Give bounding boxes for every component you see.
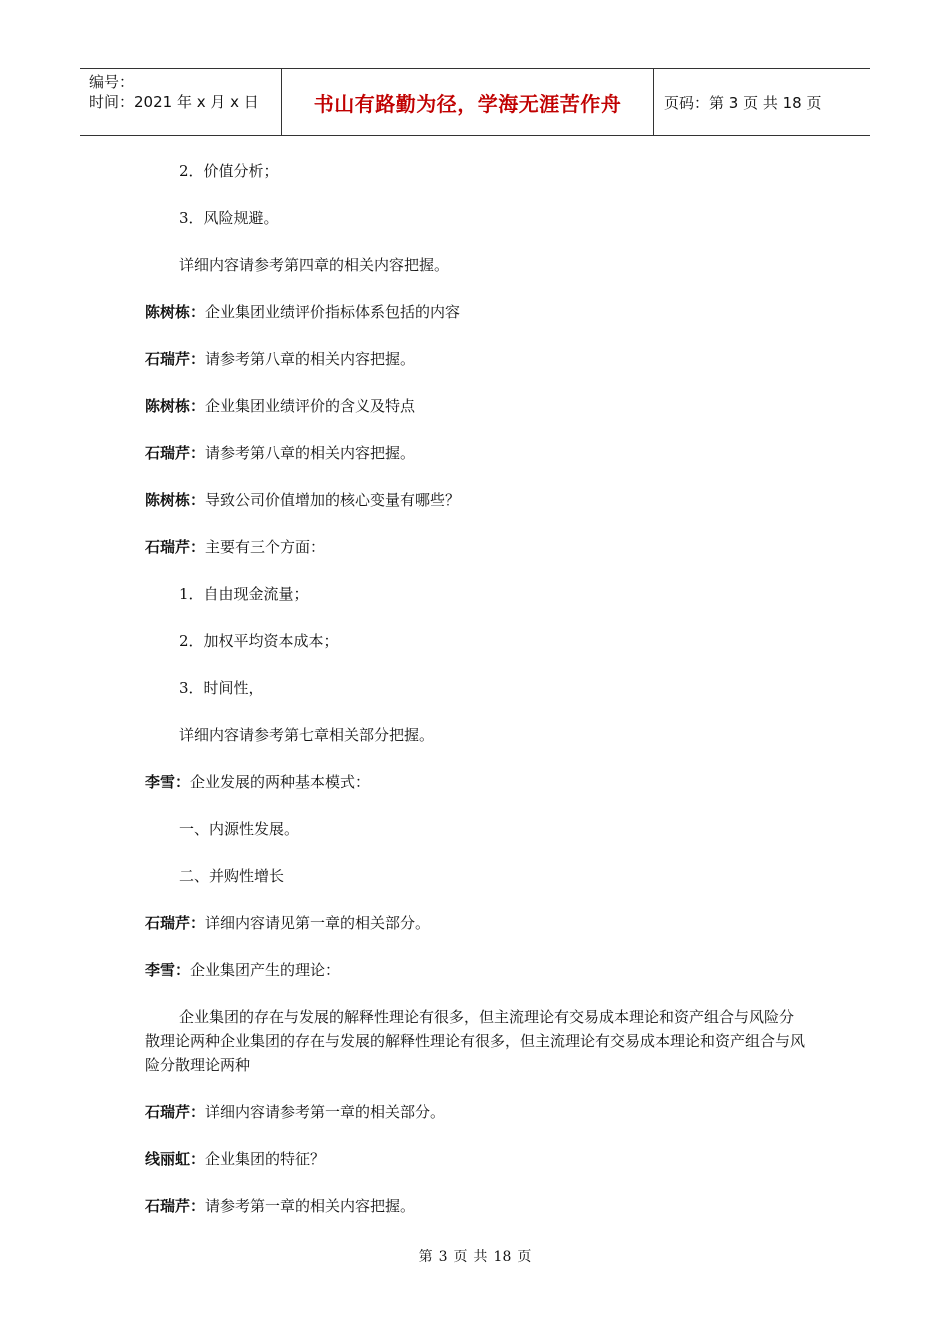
- paragraph: [145, 347, 805, 371]
- paragraph: [145, 488, 805, 512]
- footer-suffix: 页: [517, 1249, 532, 1265]
- header-meta: [80, 69, 281, 135]
- paragraph-text: 主要有三个方面：: [205, 538, 326, 556]
- speaker-name: 石瑞芹：: [145, 350, 206, 368]
- document-body: [145, 159, 805, 1241]
- paragraph: [145, 676, 805, 700]
- paragraph-text: 请参考第八章的相关内容把握。: [205, 350, 416, 368]
- paragraph-text: 请参考第一章的相关内容把握。: [205, 1197, 416, 1215]
- speaker-name: 石瑞芹：: [145, 914, 206, 932]
- paragraph-text: 2．加权平均资本成本；: [179, 632, 339, 650]
- paragraph-text: 一、内源性发展。: [179, 820, 300, 838]
- speaker-name: 石瑞芹：: [145, 1197, 206, 1215]
- speaker-name: 李雪：: [145, 773, 191, 791]
- page-header: [80, 68, 870, 136]
- header-number: 编号：: [89, 73, 135, 91]
- paragraph: [145, 300, 805, 324]
- paragraph-text: 请参考第八章的相关内容把握。: [205, 444, 416, 462]
- paragraph: [145, 864, 805, 888]
- paragraph-text: 详细内容请见第一章的相关部分。: [205, 914, 431, 932]
- speaker-name: 陈树栋：: [145, 491, 206, 509]
- paragraph: [145, 1005, 805, 1077]
- page-footer: [0, 1246, 950, 1266]
- paragraph-text: 详细内容请参考第七章相关部分把握。: [179, 726, 435, 744]
- footer-total-pages: 18: [493, 1249, 512, 1265]
- paragraph: [145, 1194, 805, 1218]
- paragraph: [145, 582, 805, 606]
- paragraph: [145, 441, 805, 465]
- paragraph: [145, 958, 805, 982]
- footer-total-word: 共: [473, 1249, 488, 1265]
- header-page-info: 页码：第 3 页 共 18 页: [664, 93, 822, 112]
- paragraph-text: 企业集团业绩评价指标体系包括的内容: [205, 303, 461, 321]
- paragraph: [145, 206, 805, 230]
- speaker-name: 石瑞芹：: [145, 538, 206, 556]
- speaker-name: 陈树栋：: [145, 303, 206, 321]
- paragraph-text: 3．时间性，: [179, 679, 264, 697]
- paragraph-text: 企业集团产生的理论：: [190, 961, 341, 979]
- paragraph-text: 企业集团的存在与发展的解释性理论有很多，但主流理论有交易成本理论和资产组合与风险分散理论两种企业集团的存在与发展的解释性理论有很多，但主流理论有交易成本理论和资产组合与风险分散理论两种: [145, 1008, 806, 1074]
- paragraph-text: 3．风险规避。: [179, 209, 279, 227]
- paragraph: [145, 817, 805, 841]
- header-motto: 书山有路勤为径，学海无涯苦作舟: [281, 69, 654, 135]
- paragraph: [145, 253, 805, 277]
- paragraph: [145, 535, 805, 559]
- paragraph-text: 企业发展的两种基本模式：: [190, 773, 371, 791]
- paragraph-text: 二、并购性增长: [179, 867, 285, 885]
- paragraph: [145, 911, 805, 935]
- footer-page-word: 页: [453, 1249, 468, 1265]
- paragraph: [145, 394, 805, 418]
- speaker-name: 线丽虹：: [145, 1150, 206, 1168]
- paragraph-text: 企业集团业绩评价的含义及特点: [205, 397, 416, 415]
- paragraph: [145, 629, 805, 653]
- paragraph-text: 1．自由现金流量；: [179, 585, 309, 603]
- paragraph-text: 企业集团的特征？: [205, 1150, 326, 1168]
- paragraph: [145, 723, 805, 747]
- speaker-name: 李雪：: [145, 961, 191, 979]
- paragraph: [145, 159, 805, 183]
- paragraph: [145, 770, 805, 794]
- header-time: 时间：2021 年 x 月 x 日: [89, 93, 259, 111]
- speaker-name: 陈树栋：: [145, 397, 206, 415]
- paragraph: [145, 1100, 805, 1124]
- paragraph-text: 2．价值分析；: [179, 162, 279, 180]
- paragraph: [145, 1147, 805, 1171]
- paragraph-text: 导致公司价值增加的核心变量有哪些？: [205, 491, 461, 509]
- footer-prefix: 第: [418, 1249, 433, 1265]
- speaker-name: 石瑞芹：: [145, 444, 206, 462]
- paragraph-text: 详细内容请参考第四章的相关内容把握。: [179, 256, 450, 274]
- speaker-name: 石瑞芹：: [145, 1103, 206, 1121]
- paragraph-text: 详细内容请参考第一章的相关部分。: [205, 1103, 446, 1121]
- footer-current-page: 3: [438, 1249, 448, 1265]
